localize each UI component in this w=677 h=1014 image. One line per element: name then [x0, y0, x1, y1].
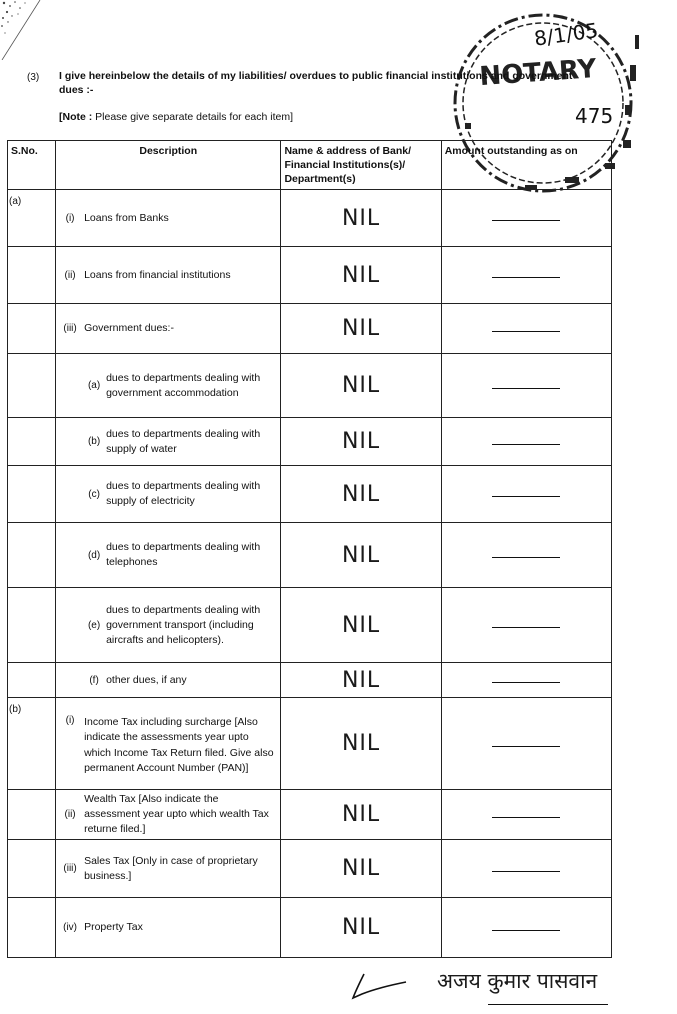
row-text: Loans from Banks	[84, 211, 169, 224]
row-bank: NIL	[281, 354, 441, 418]
row-subindex: (f)	[89, 674, 99, 686]
row-index: (i)	[65, 714, 75, 726]
amount-dash	[492, 627, 560, 628]
signature-underline	[488, 1004, 608, 1005]
row-sno	[8, 354, 56, 418]
table-row	[8, 354, 612, 418]
row-text: Sales Tax [Only in case of proprietary business.]	[84, 854, 258, 882]
row-description	[56, 663, 281, 698]
table-row	[8, 418, 612, 466]
row-subindex: (a)	[87, 380, 101, 391]
row-description	[56, 466, 281, 523]
header-description: Description	[56, 141, 281, 190]
row-index: (iv)	[63, 922, 78, 933]
row-bank: NIL	[281, 663, 441, 698]
row-text: other dues, if any	[106, 673, 187, 686]
table-row	[8, 190, 612, 247]
row-sno	[8, 663, 56, 698]
row-index: (i)	[65, 212, 75, 224]
amount-dash	[492, 331, 560, 332]
amount-dash	[492, 682, 560, 683]
section-number: (3)	[27, 72, 40, 83]
row-sno	[8, 304, 56, 354]
amount-dash	[492, 746, 560, 747]
row-amount	[441, 190, 611, 247]
row-subindex: (e)	[87, 619, 101, 631]
row-description	[56, 304, 281, 354]
table-header-row	[8, 141, 612, 190]
table-row	[8, 790, 612, 840]
row-text: dues to departments dealing with telephones	[106, 541, 261, 568]
row-description	[56, 418, 281, 466]
section-note	[59, 111, 293, 123]
section-heading: I give hereinbelow the details of my liabilities/ overdues to public financial institutions and government dues :-	[59, 70, 573, 96]
row-sno	[8, 466, 56, 523]
row-amount	[441, 663, 611, 698]
row-text: Government dues:-	[84, 322, 174, 334]
signature-mark	[350, 972, 410, 1002]
row-amount	[441, 698, 611, 790]
table-row	[8, 247, 612, 304]
row-bank: NIL	[281, 698, 441, 790]
row-amount	[441, 898, 611, 958]
row-description	[56, 790, 281, 840]
row-bank: NIL	[281, 523, 441, 588]
row-description	[56, 588, 281, 663]
table-row	[8, 898, 612, 958]
row-amount	[441, 840, 611, 898]
row-amount	[441, 418, 611, 466]
svg-text:475: 475	[575, 104, 614, 128]
note-text: Please give separate details for each item]	[95, 111, 294, 123]
row-text: dues to departments dealing with government accommodation	[106, 371, 261, 399]
table-row	[8, 588, 612, 663]
row-bank: NIL	[281, 790, 441, 840]
amount-dash	[492, 817, 560, 818]
row-amount	[441, 304, 611, 354]
row-sno	[8, 898, 56, 958]
amount-dash	[492, 220, 560, 221]
liabilities-table	[7, 140, 612, 958]
note-label: [Note :	[59, 111, 93, 123]
row-subindex: (c)	[88, 488, 100, 500]
row-text: Loans from financial institutions	[84, 268, 231, 281]
row-bank: NIL	[281, 840, 441, 898]
row-index: (iii)	[63, 863, 77, 874]
row-amount	[441, 523, 611, 588]
header-sno: S.No.	[8, 141, 56, 190]
row-subindex: (d)	[87, 549, 101, 561]
scan-noise	[0, 0, 60, 60]
row-text: Property Tax	[84, 921, 143, 933]
row-sno: (a)	[8, 190, 56, 247]
row-text: dues to departments dealing with supply of electricity	[106, 480, 261, 507]
amount-dash	[492, 930, 560, 931]
table-row	[8, 304, 612, 354]
header-bank: Name & address of Bank/ Financial Institutions(s)/ Department(s)	[281, 141, 441, 190]
row-description	[56, 190, 281, 247]
row-bank: NIL	[281, 190, 441, 247]
row-index: (iii)	[63, 323, 77, 334]
row-bank: NIL	[281, 247, 441, 304]
row-description	[56, 898, 281, 958]
row-sno: (b)	[8, 698, 56, 790]
row-bank: NIL	[281, 418, 441, 466]
table-row	[8, 840, 612, 898]
row-description	[56, 247, 281, 304]
row-sno	[8, 588, 56, 663]
row-description	[56, 698, 281, 790]
row-bank: NIL	[281, 304, 441, 354]
row-sno	[8, 247, 56, 304]
row-bank: NIL	[281, 898, 441, 958]
table-row	[8, 466, 612, 523]
amount-dash	[492, 496, 560, 497]
row-index: (ii)	[64, 809, 76, 820]
row-description	[56, 354, 281, 418]
row-text: dues to departments dealing with government transport (including aircrafts and helicopters).	[106, 603, 261, 646]
row-amount	[441, 354, 611, 418]
row-amount	[441, 588, 611, 663]
amount-dash	[492, 277, 560, 278]
row-description	[56, 523, 281, 588]
row-sno	[8, 523, 56, 588]
row-description	[56, 840, 281, 898]
amount-dash	[492, 444, 560, 445]
amount-dash	[492, 557, 560, 558]
amount-dash	[492, 871, 560, 872]
table-row	[8, 523, 612, 588]
row-text: dues to departments dealing with supply of water	[106, 427, 261, 455]
table-row	[8, 663, 612, 698]
row-text: Wealth Tax [Also indicate the assessment year upto which wealth Tax returne filed.]	[84, 793, 269, 835]
svg-text:8/1/05: 8/1/05	[532, 18, 600, 51]
row-subindex: (b)	[87, 436, 101, 447]
signature-name: अजय कुमार पासवान	[437, 969, 598, 993]
row-sno	[8, 418, 56, 466]
row-amount	[441, 247, 611, 304]
row-bank: NIL	[281, 588, 441, 663]
amount-dash	[492, 388, 560, 389]
row-amount	[441, 790, 611, 840]
row-amount	[441, 466, 611, 523]
table-row	[8, 698, 612, 790]
row-index: (ii)	[64, 269, 76, 281]
row-sno	[8, 840, 56, 898]
row-text: Income Tax including surcharge [Also indicate the assessments year upto which Income Tax Return filed. Give also permanent Account Number (PAN)]	[84, 715, 274, 774]
row-sno	[8, 790, 56, 840]
svg-text:NOTARY: NOTARY	[478, 54, 598, 93]
row-bank: NIL	[281, 466, 441, 523]
header-amount: Amount outstanding as on	[441, 141, 611, 190]
